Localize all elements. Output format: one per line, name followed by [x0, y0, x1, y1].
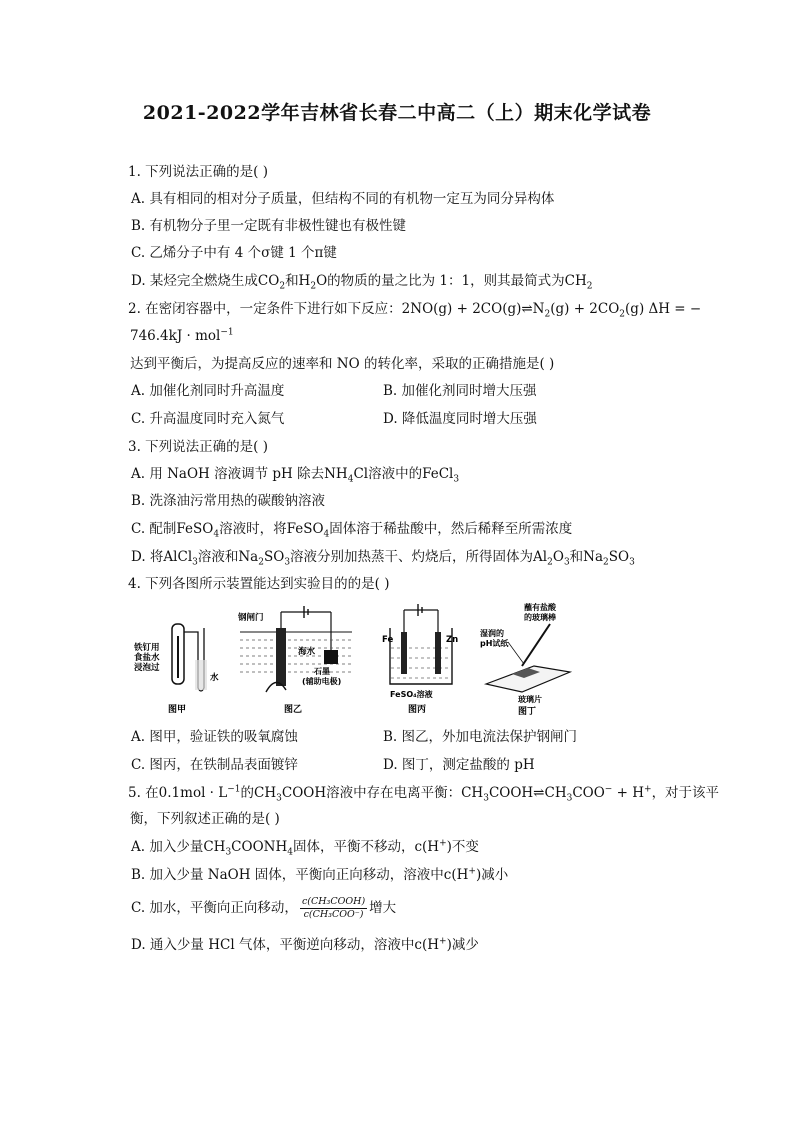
fig-yi-graphite-label-2: (辅助电极): [302, 677, 342, 686]
q4-option-b: B. 图乙，外加电流法保护钢闸门: [383, 729, 578, 745]
q3-option-d: D. 将AlCl$_3$溶液和$Na_2SO_3$溶液分别加热蒸干、灼烧后，所得固体为$Al_2O_3$和$Na_2SO_3$: [131, 549, 635, 568]
q2-stem: 2. 在密闭容器中，一定条件下进行如下反应：$2NO(g) + 2CO(g)\rightleftharpoons N_2(g) + 2CO_2(g) \Delta H$ = −: [128, 301, 702, 320]
figure-jia: [128, 602, 228, 720]
fig-ding-label-1: 蘸有盐酸: [524, 603, 556, 612]
fig-bing-fe-label: Fe: [382, 635, 394, 645]
q2-option-b: B. 加催化剂同时增大压强: [383, 383, 537, 399]
figure-yi: [236, 602, 356, 720]
fig-yi-graphite-label-1: 石墨: [314, 667, 330, 676]
q2-option-c: C. 升高温度同时充入氮气: [131, 411, 285, 427]
fig-jia-label-1: 铁钉用: [134, 643, 160, 653]
zn-electrode: [435, 632, 441, 674]
figure-bing: [376, 602, 466, 720]
q2-option-d: D. 降低温度同时增大压强: [383, 411, 537, 427]
q5-option-d: D. 通入少量 HCl 气体，平衡逆向移动，溶液中c(H+)减少: [131, 936, 479, 953]
q2-option-a: A. 加催化剂同时升高温度: [131, 383, 285, 399]
q4-stem: 4. 下列各图所示装置能达到实验目的的是( ): [128, 576, 390, 592]
q2-stem-line3: 达到平衡后，为提高反应的速率和 NO 的转化率，采取的正确措施是( ): [130, 356, 555, 372]
fig-ding-label-3: 湿润的: [480, 629, 504, 638]
q5-option-c: C. 加水，平衡向正向移动， $\frac{\text{c(CH₃COOH)}}{\text{c(CH₃COO⁻)}}$ 增大: [131, 896, 397, 920]
fig-ding-caption: 图丁: [518, 707, 537, 717]
glass-rod: [522, 624, 550, 666]
q1-option-b: B. 有机物分子里一定既有非极性键也有极性键: [131, 218, 407, 234]
fig-ding-label-2: 的玻璃棒: [524, 613, 556, 622]
fig-jia-caption: 图甲: [168, 705, 187, 715]
q3-option-c: C. 配制FeSO$_4$溶液时，将FeSO$_4$固体溶于稀盐酸中，然后稀释至所需浓度: [131, 521, 573, 540]
fig-bing-caption: 图丙: [408, 705, 427, 715]
q1-stem: 1. 下列说法正确的是( ): [128, 164, 268, 180]
fig-ding-label-4: pH试纸: [480, 639, 509, 648]
q5-option-a: A. 加入少量$CH_3COONH_4$固体，平衡不移动，c(H+)不变: [131, 838, 479, 858]
fig-jia-water: 水: [210, 673, 219, 683]
q1-option-c: C. 乙烯分子中有 4 个σ键 1 个π键: [131, 245, 337, 261]
fe-electrode: [401, 632, 407, 674]
q3-option-a: A. 用 NaOH 溶液调节 pH 除去$NH_4Cl$溶液中的FeCl$_3$: [131, 466, 460, 485]
fig-jia-label-3: 浸泡过: [134, 663, 160, 673]
beaker: [390, 628, 452, 684]
q3-stem: 3. 下列说法正确的是( ): [128, 439, 268, 455]
q4-figures: [128, 602, 568, 720]
q4-option-d: D. 图丁，测定盐酸的 pH: [383, 757, 535, 773]
fig-jia-label-2: 食盐水: [134, 653, 160, 663]
graphite-electrode: [324, 650, 338, 664]
q5-stem: 5. 在$0.1mol \cdot L^{-1}$的$CH_3COOH$溶液中存在电离平衡：$CH_3COOH\rightleftharpoons CH_3COO^- + H^+$，对于该平: [128, 784, 720, 804]
q4-option-c: C. 图丙，在铁制品表面镀锌: [131, 757, 298, 773]
steel-gate: [276, 628, 286, 686]
fig-ding-label-5: 玻璃片: [518, 695, 542, 704]
q5-stem-line2: 衡，下列叙述正确的是( ): [130, 811, 280, 827]
q5-option-b: B. 加入少量 NaOH 固体，平衡向正向移动，溶液中c(H+)减小: [131, 866, 509, 883]
figure-ding: [478, 602, 578, 720]
q2-stem-line2: 746.4kJ · mol$^{-1}$: [130, 327, 234, 344]
fig-bing-solution-label: FeSO₄溶液: [390, 690, 433, 699]
page-title: 2021-2022学年吉林省长春二中高二（上）期末化学试卷: [142, 102, 652, 124]
q4-option-a: A. 图甲，验证铁的吸氧腐蚀: [131, 729, 298, 745]
concentration-ratio-fraction: $\frac{\text{c(CH₃COOH)}}{\text{c(CH₃COO⁻)}}$: [301, 896, 366, 920]
q3-option-b: B. 洗涤油污常用热的碳酸钠溶液: [131, 493, 326, 509]
q1-option-d: D. 某烃完全燃烧生成$CO_2$和$H_2O$的物质的量之比为 1：1，则其最简式为$CH_2$: [131, 273, 593, 292]
q1-option-a: A. 具有相同的相对分子质量，但结构不同的有机物一定互为同分异构体: [131, 191, 555, 207]
fig-yi-gate-label: 钢闸门: [238, 613, 264, 623]
fig-yi-caption: 图乙: [284, 705, 303, 715]
fig-bing-zn-label: Zn: [446, 635, 459, 645]
fig-yi-water-label: 海水: [298, 647, 316, 657]
